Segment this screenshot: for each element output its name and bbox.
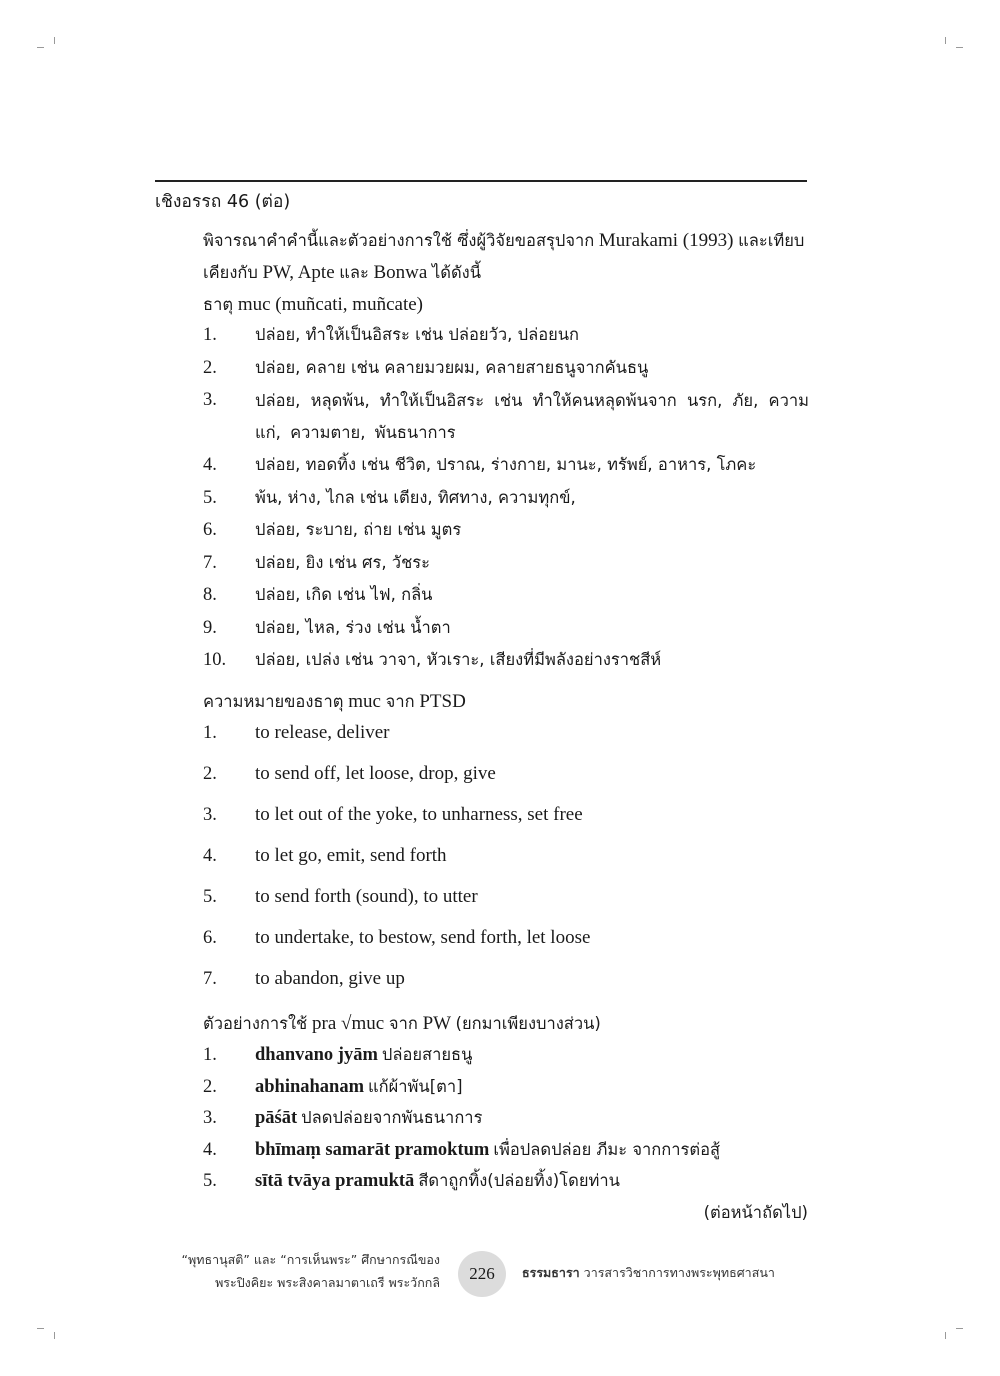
thai-gloss: แก้ผ้าพัน[ตา] bbox=[368, 1076, 463, 1096]
ptsd-root: muc bbox=[348, 691, 381, 712]
item-text: ปล่อย, หลุดพ้น, ทำให้เป็นอิสระ เช่น ทำให้คนหลุดพ้นจาก นรก, ภัย, ความแก่, ความตาย, พันธนาการ bbox=[255, 391, 809, 442]
list-item bbox=[203, 1135, 809, 1167]
list-item bbox=[203, 1103, 809, 1135]
list-item bbox=[203, 385, 809, 450]
list-item bbox=[203, 1072, 809, 1104]
pali-phrase: bhīmaṃ samarāt pramoktum bbox=[255, 1139, 490, 1160]
intro-text-3: เคียงกับ bbox=[203, 263, 258, 282]
page-number bbox=[458, 1251, 506, 1297]
intro-source-bonwa: Bonwa bbox=[373, 262, 428, 283]
item-number: 10. bbox=[203, 650, 227, 670]
ptsd-label-a: ความหมายของธาตุ bbox=[203, 692, 344, 711]
item-number: 4. bbox=[203, 1139, 217, 1160]
footnote-rule bbox=[155, 180, 807, 182]
list-item bbox=[203, 841, 809, 882]
examples-heading bbox=[203, 1011, 601, 1037]
item-text: ปล่อย, คลาย เช่น คลายมวยผม, คลายสายธนูจากคันธนู bbox=[255, 357, 649, 377]
examples-label-c: (ยกมาเพียงบางส่วน) bbox=[455, 1014, 601, 1033]
list-item bbox=[203, 483, 809, 516]
continued-note: (ต่อหน้าถัดไป) bbox=[703, 1203, 808, 1222]
thai-gloss: ปล่อยสายธนู bbox=[381, 1045, 473, 1064]
list-item bbox=[203, 450, 809, 483]
pali-phrase: abhinahanam bbox=[255, 1076, 364, 1097]
item-number: 7. bbox=[203, 969, 217, 989]
intro-text-5: ได้ดังนี้ bbox=[431, 263, 482, 282]
list-item bbox=[203, 759, 809, 800]
pali-phrase: pāśāt bbox=[255, 1108, 298, 1128]
ptsd-heading bbox=[203, 689, 466, 715]
item-text: to undertake, to bestow, send forth, let loose bbox=[255, 927, 591, 948]
ptsd-label-b: จาก bbox=[385, 692, 415, 711]
thai-gloss: เพื่อปลดปล่อย ภีมะ จากการต่อสู้ bbox=[493, 1139, 721, 1159]
crop-mark-bl-v bbox=[54, 1332, 55, 1339]
item-text: พ้น, ห่าง, ไกล เช่น เตียง, ทิศทาง, ความทุกข์, bbox=[255, 487, 576, 507]
journal-subtitle: วารสารวิชาการทางพระพุทธศาสนา bbox=[583, 1265, 775, 1280]
item-number: 5. bbox=[203, 887, 217, 907]
item-text: to abandon, give up bbox=[255, 968, 405, 989]
crop-mark-tr-h bbox=[956, 47, 963, 48]
thai-gloss: สีดาถูกทิ้ง(ปล่อยทิ้ง)โดยท่าน bbox=[418, 1171, 620, 1190]
intro-text-4: และ bbox=[339, 263, 369, 282]
list-item bbox=[203, 964, 809, 1005]
footer-title-line-2: พระปิงคิยะ พระสิงคาลมาตาเถรี พระวักกลิ bbox=[215, 1275, 440, 1290]
thai-gloss: ปลดปล่อยจากพันธนาการ bbox=[301, 1108, 483, 1127]
item-text: to release, deliver bbox=[255, 722, 390, 743]
pali-phrase: sītā tvāya pramuktā bbox=[255, 1171, 415, 1191]
item-text: to let go, emit, send forth bbox=[255, 845, 447, 866]
item-text: ปล่อย, ทอดทิ้ง เช่น ชีวิต, ปราณ, ร่างกาย, มานะ, ทรัพย์, อาหาร, โภคะ bbox=[255, 455, 757, 474]
item-text: ปล่อย, ไหล, ร่วง เช่น น้ำตา bbox=[255, 617, 451, 637]
ptsd-meanings-list bbox=[203, 718, 809, 1005]
item-number: 5. bbox=[203, 1171, 217, 1191]
ptsd-source: PTSD bbox=[419, 691, 466, 712]
item-text: ปล่อย, ยิง เช่น ศร, วัชระ bbox=[255, 552, 430, 572]
item-number: 1. bbox=[203, 723, 217, 743]
root-meanings-list bbox=[203, 320, 809, 678]
list-item bbox=[203, 1166, 809, 1198]
examples-label-b: จาก bbox=[388, 1014, 418, 1033]
list-item bbox=[203, 923, 809, 964]
footnote-heading: เชิงอรรถ 46 (ต่อ) bbox=[155, 192, 291, 212]
intro-text-1: พิจารณาคำคำนี้และตัวอย่างการใช้ ซึ่งผู้วิจัยขอสรุปจาก bbox=[203, 231, 595, 250]
crop-mark-br-h bbox=[956, 1328, 963, 1329]
item-number: 6. bbox=[203, 520, 217, 540]
root-line bbox=[203, 292, 423, 318]
list-item bbox=[203, 1040, 809, 1072]
item-number: 4. bbox=[203, 455, 217, 475]
crop-mark-bl-h bbox=[37, 1328, 44, 1329]
list-item bbox=[203, 800, 809, 841]
footer-article-title bbox=[182, 1248, 441, 1294]
item-number: 9. bbox=[203, 617, 217, 638]
item-text: to let out of the yoke, to unharness, set free bbox=[255, 804, 583, 825]
item-number: 2. bbox=[203, 357, 217, 378]
intro-source-murakami: Murakami (1993) bbox=[598, 230, 734, 251]
item-number: 5. bbox=[203, 487, 217, 508]
root-label: ธาตุ bbox=[203, 295, 234, 314]
root-value: muc (muñcati, muñcate) bbox=[237, 294, 423, 315]
item-text: ปล่อย, ทำให้เป็นอิสระ เช่น ปล่อยวัว, ปล่อยนก bbox=[255, 325, 580, 344]
item-number: 8. bbox=[203, 585, 217, 605]
examples-root: pra √muc bbox=[312, 1013, 385, 1034]
item-number: 3. bbox=[203, 805, 217, 825]
list-item bbox=[203, 515, 809, 548]
intro-paragraph bbox=[203, 225, 809, 289]
list-item bbox=[203, 548, 809, 581]
item-number: 4. bbox=[203, 846, 217, 866]
journal-name: ธรรมธารา bbox=[522, 1265, 580, 1280]
item-text: ปล่อย, ระบาย, ถ่าย เช่น มูตร bbox=[255, 520, 462, 539]
item-text: ปล่อย, เปล่ง เช่น วาจา, หัวเราะ, เสียงที่มีพลังอย่างราชสีห์ bbox=[255, 650, 662, 669]
item-number: 3. bbox=[203, 390, 217, 410]
list-item bbox=[203, 882, 809, 923]
item-number: 7. bbox=[203, 552, 217, 573]
crop-mark-tl-v bbox=[54, 37, 55, 44]
list-item bbox=[203, 580, 809, 613]
list-item bbox=[203, 353, 809, 386]
list-item bbox=[203, 718, 809, 759]
page-number-text: 226 bbox=[469, 1264, 495, 1283]
footer-title-line-1: “พุทธานุสติ” และ “การเห็นพระ” ศึกษากรณีของ bbox=[181, 1252, 440, 1267]
item-number: 2. bbox=[203, 764, 217, 784]
pali-phrase: dhanvano jyām bbox=[255, 1045, 378, 1065]
crop-mark-tl-h bbox=[37, 47, 44, 48]
intro-source-pw-apte: PW, Apte bbox=[262, 262, 335, 283]
item-number: 2. bbox=[203, 1076, 217, 1097]
item-number: 6. bbox=[203, 928, 217, 948]
intro-text-2: และเทียบ bbox=[738, 231, 805, 250]
item-text: ปล่อย, เกิด เช่น ไฟ, กลิ่น bbox=[255, 585, 433, 604]
footer-journal bbox=[522, 1263, 775, 1283]
list-item bbox=[203, 320, 809, 353]
item-number: 1. bbox=[203, 1045, 217, 1065]
crop-mark-br-v bbox=[945, 1332, 946, 1339]
item-number: 1. bbox=[203, 325, 217, 345]
examples-label-a: ตัวอย่างการใช้ bbox=[203, 1014, 308, 1033]
examples-list bbox=[203, 1040, 809, 1198]
examples-source: PW bbox=[422, 1013, 451, 1034]
crop-mark-tr-v bbox=[945, 37, 946, 44]
item-text: to send forth (sound), to utter bbox=[255, 886, 478, 907]
item-text: to send off, let loose, drop, give bbox=[255, 763, 496, 784]
list-item bbox=[203, 645, 809, 678]
item-number: 3. bbox=[203, 1108, 217, 1128]
list-item bbox=[203, 613, 809, 646]
